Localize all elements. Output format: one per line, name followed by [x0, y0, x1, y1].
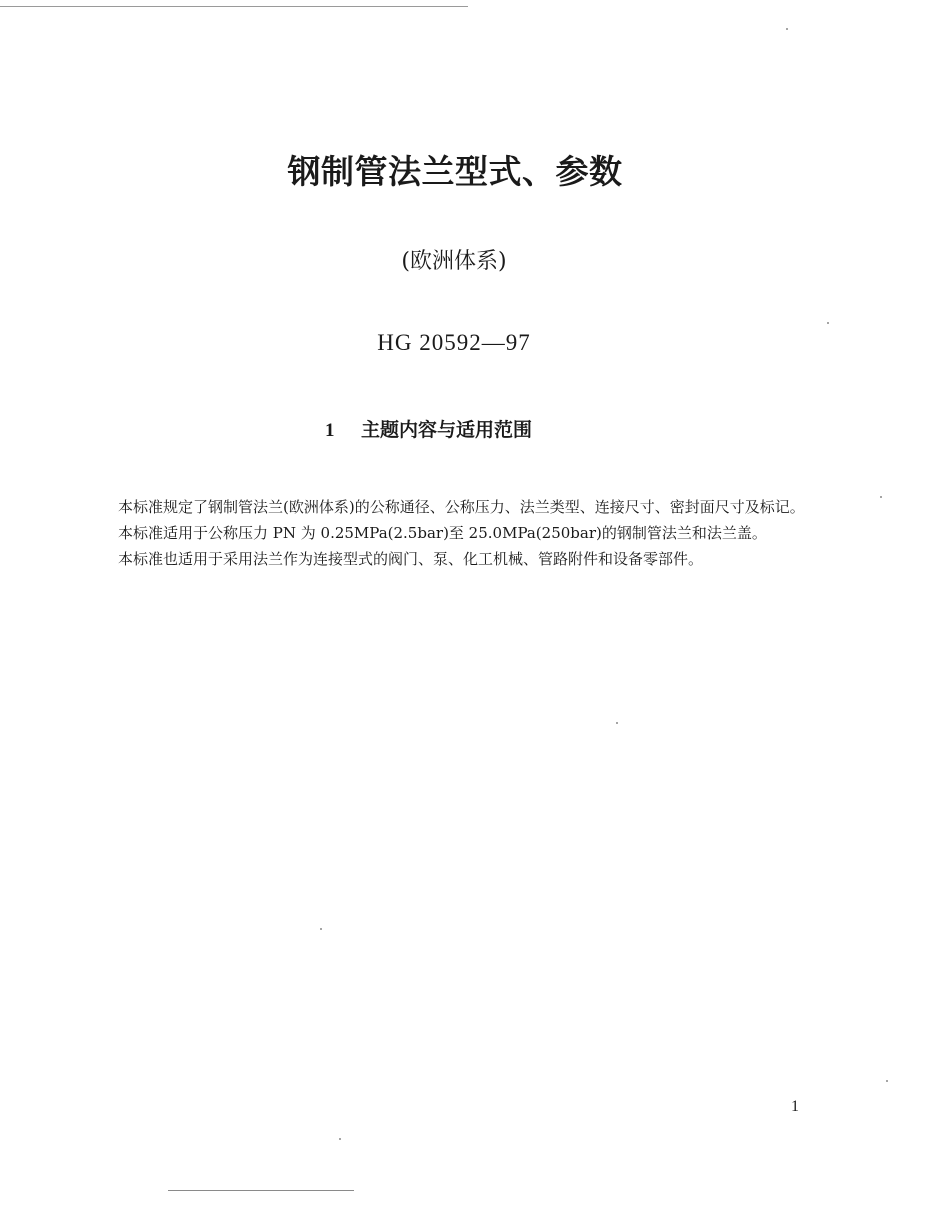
- document-title: 钢制管法兰型式、参数: [287, 152, 623, 191]
- section-number: 1: [325, 420, 335, 441]
- scan-speck: [786, 28, 788, 30]
- section-heading-text: 主题内容与适用范围: [361, 419, 533, 441]
- section-heading: [325, 415, 532, 442]
- paragraph-scope: 本标准规定了钢制管法兰(欧洲体系)的公称通径、公称压力、法兰类型、连接尺寸、密封面尺寸及标记。: [118, 498, 805, 516]
- scan-speck: [320, 928, 322, 930]
- scan-speck: [886, 1080, 888, 1082]
- page-number: 1: [791, 1098, 799, 1115]
- standard-code: HG 20592—97: [377, 330, 531, 355]
- scan-edge-line-top: [0, 6, 468, 7]
- document-subtitle: (欧洲体系): [401, 249, 507, 274]
- paragraph-applicability: 本标准适用于公称压力 PN 为 0.25MPa(2.5bar)至 25.0MPa(250bar)的钢制管法兰和法兰盖。: [118, 524, 767, 542]
- scan-speck: [616, 722, 618, 724]
- paragraph-extended-applicability: 本标准也适用于采用法兰作为连接型式的阀门、泵、化工机械、管路附件和设备零部件。: [118, 550, 704, 568]
- scan-speck: [339, 1138, 341, 1140]
- scan-edge-line-bottom: [168, 1190, 354, 1191]
- scan-speck: [880, 496, 882, 498]
- scan-speck: [827, 322, 829, 324]
- section-body: [88, 494, 824, 572]
